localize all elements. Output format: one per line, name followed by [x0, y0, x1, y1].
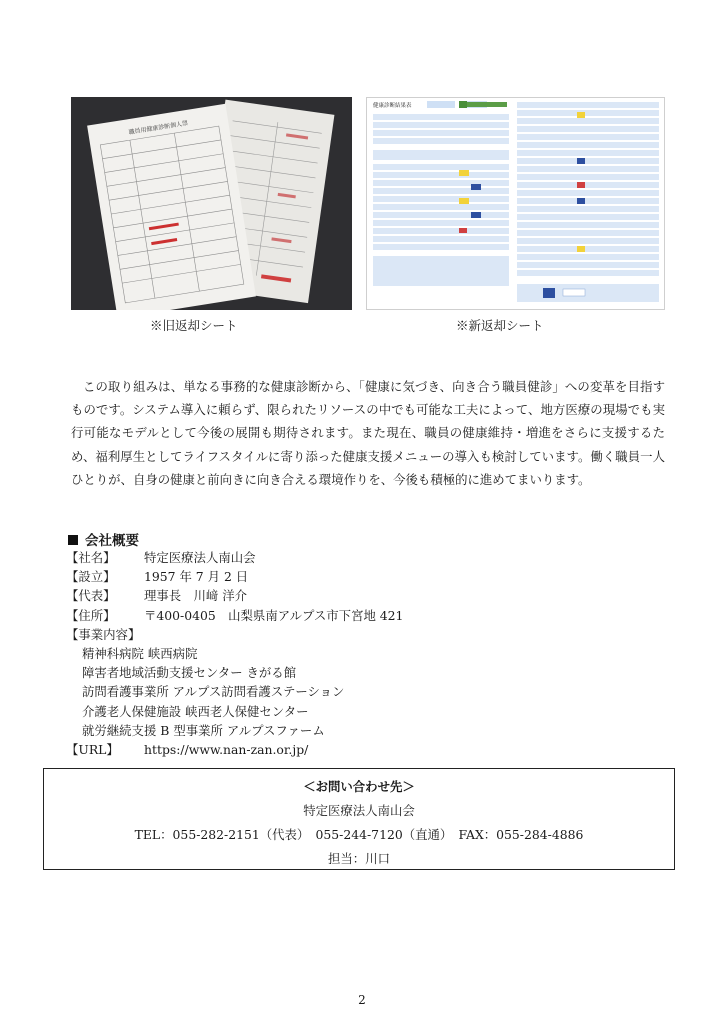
square-bullet-icon: [68, 535, 78, 545]
company-business-row: [66, 625, 666, 644]
company-name-row: [66, 548, 666, 567]
company-url-link[interactable]: https://www.nan-zan.or.jp/: [144, 741, 309, 757]
company-name-label: 【社名】: [66, 550, 116, 565]
contact-phones: TEL：055-282-2151（代表） 055-244-7120（直通） FAX：055-284-4886: [134, 827, 584, 842]
contact-title: ＜お問い合わせ先＞: [303, 779, 415, 794]
business-item: 精神科病院 峡西病院: [82, 645, 198, 661]
company-name: 特定医療法人南山会: [144, 550, 256, 565]
company-founded-label: 【設立】: [66, 569, 116, 585]
company-address-row: [66, 606, 666, 625]
company-info: [66, 548, 666, 759]
old-sheet-illustration: [71, 97, 352, 310]
contact-box: [43, 768, 675, 870]
company-rep-row: [66, 586, 666, 605]
contact-organization: 特定医療法人南山会: [303, 803, 415, 818]
company-rep: 理事長 川﨑 洋介: [144, 588, 248, 604]
old-sheet-caption: ※旧返却シート: [150, 318, 238, 333]
new-sheet-caption: ※新返却シート: [456, 318, 544, 333]
company-rep-label: 【代表】: [66, 588, 116, 604]
new-return-sheet-photo: [366, 97, 665, 310]
business-item: 介護老人保健施設 峡西老人保健センター: [82, 703, 309, 719]
page-number: 2: [358, 993, 366, 1007]
company-url-row: [66, 740, 666, 759]
company-founded-row: [66, 567, 666, 586]
old-sheet-title: 職員用健康診断個人票: [128, 119, 189, 137]
business-item: 障害者地域活動支援センター きがる館: [82, 665, 297, 681]
body-paragraph: この取り組みは、単なる事務的な健康診断から、「健康に気づき、向き合う職員健診」への変革を目指すものです。システム導入に頼らず、限られたリソースの中でも可能な工夫によって、地方医療の現場でも実行可能なモデルとして今後の展開も期待されます。また現在、職員の健康維持・増進をさらに支援するため、福利厚生としてライフスタイルに寄り添った健康支援メニューの導入も検討しています。働く職員一人ひとりが、自身の健康と前向きに向き合える環境作りを、今後も積極的に進めてまいります。: [71, 379, 665, 487]
business-item: 訪問看護事業所 アルプス訪問看護ステーション: [82, 684, 345, 700]
company-business-label: 【事業内容】: [66, 626, 141, 642]
new-sheet-header: 健康診断結果表: [373, 103, 412, 109]
company-url-label: 【URL】: [66, 741, 119, 757]
new-sheet-illustration: [367, 98, 664, 309]
company-overview-heading-text: 会社概要: [85, 533, 139, 549]
old-return-sheet-photo: [71, 97, 352, 310]
company-founded: 1957 年 7 月 2 日: [144, 569, 249, 585]
contact-person: 担当：川口: [328, 851, 390, 866]
company-address-label: 【住所】: [66, 607, 116, 623]
business-item: 就労継続支援 B 型事業所 アルプスファーム: [82, 722, 325, 738]
company-address: 〒400-0405 山梨県南アルプス市下宮地 421: [144, 607, 404, 623]
company-overview-heading: [68, 529, 139, 549]
